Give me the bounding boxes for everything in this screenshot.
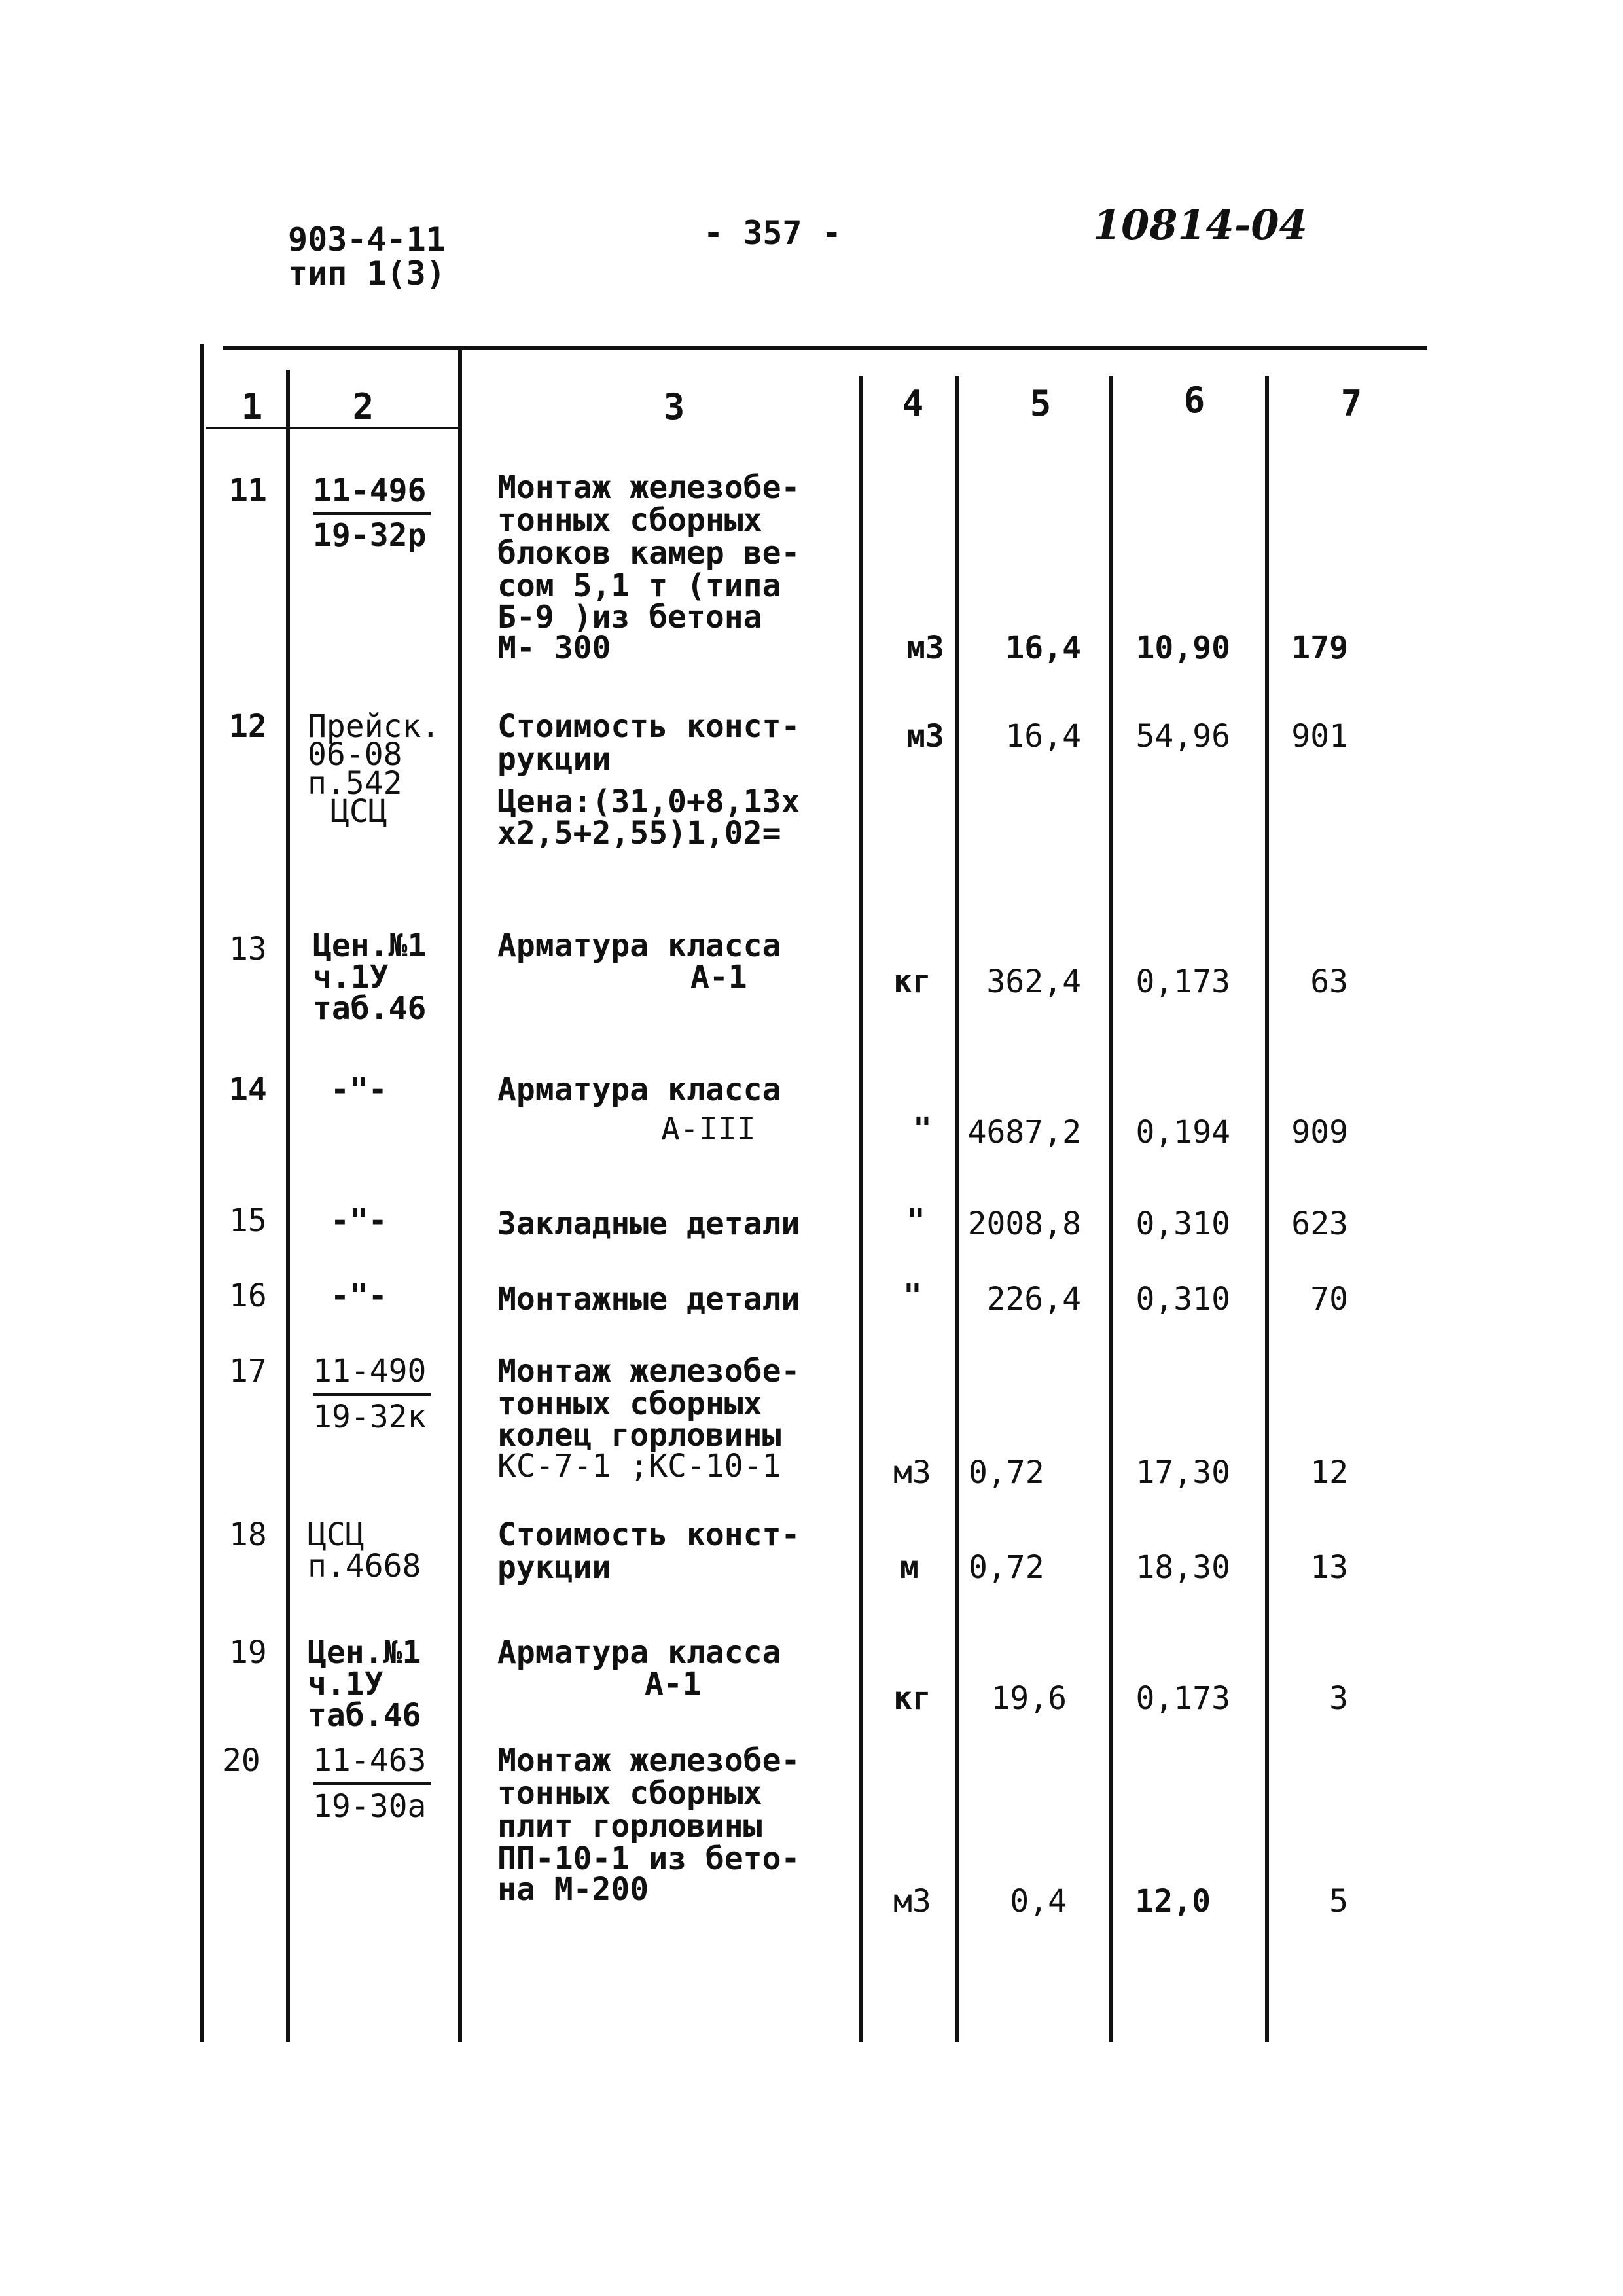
work-description: Арматура класса [497,1071,781,1108]
quantity: 2008,8 [967,1206,1081,1242]
unit: м3 [906,718,944,755]
work-description: Стоимость конст- [497,708,800,745]
total-cost: 179 [1291,630,1348,666]
column-divider-6 [1265,376,1269,2042]
price-formula: х2,5+2,55)1,02= [497,815,781,852]
unit: " [913,1111,932,1147]
unit-price: 0,173 [1135,1680,1230,1717]
quantity: 0,72 [969,1454,1044,1491]
reference-code: ч.1У [313,959,389,996]
reference-code: Цен.№1 [313,927,427,964]
unit: м3 [893,1883,931,1920]
unit-price: 0,310 [1135,1206,1230,1242]
unit: " [906,1202,925,1239]
work-description: КС-7-1 ;КС-10-1 [497,1448,781,1484]
table-left-border [200,344,204,2042]
unit-price: 18,30 [1135,1549,1230,1586]
unit-price: 0,194 [1135,1114,1230,1151]
column-divider-1 [286,370,290,2042]
quantity: 19,6 [991,1680,1067,1717]
total-cost: 623 [1291,1206,1348,1242]
unit-price: 0,310 [1135,1281,1230,1318]
reference-code: п.542 [308,765,402,802]
row-number: 16 [229,1278,267,1314]
work-description: Арматура класса [497,1634,781,1671]
reference-code: таб.46 [313,990,427,1027]
work-description: тонных сборных [497,1386,762,1422]
row-number: 12 [229,708,267,745]
row-number: 15 [229,1202,267,1239]
row-number: 20 [223,1742,260,1779]
quantity: 0,72 [969,1549,1044,1586]
row-number: 18 [229,1516,267,1553]
reference-code: ч.1У [308,1666,383,1702]
price-formula: Цена:(31,0+8,13х [497,783,800,820]
total-cost: 70 [1310,1281,1348,1318]
work-description: Монтаж железобе- [497,1353,800,1390]
work-description: М- 300 [497,630,611,666]
work-description: на М-200 [497,1871,649,1908]
work-description: Монтажные детали [497,1281,800,1318]
work-description: Монтаж железобе- [497,1742,800,1779]
column-divider-3 [859,376,863,2042]
work-description: Закладные детали [497,1206,800,1242]
reference-code: 19-32р [313,517,427,554]
column-divider-2 [458,350,462,2042]
unit-price: 10,90 [1135,630,1230,666]
column-header-1: 1 [241,386,263,427]
total-cost: 13 [1310,1549,1348,1586]
column-header-3: 3 [663,386,685,427]
unit-price: 0,173 [1135,963,1230,1000]
reference-code: Прейск. [308,708,440,745]
column-header-2: 2 [352,386,374,427]
reference-code: п.4668 [308,1548,421,1585]
work-description: Б-9 )из бетона [497,599,762,636]
reference-code: 11-490 [313,1353,427,1390]
work-description: Арматура класса [497,927,781,964]
reference-code: 11-463 [313,1742,427,1779]
row-number: 19 [229,1634,267,1671]
work-description: ПП-10-1 из бето- [497,1840,800,1877]
unit: м3 [906,630,944,666]
row-number: 17 [229,1353,267,1390]
quantity: 226,4 [986,1281,1081,1318]
ditto-mark: -"- [330,1278,387,1314]
document-code: 903-4-11 [288,221,446,259]
column-header-5: 5 [1029,383,1052,424]
row-number: 11 [229,473,267,509]
total-cost: 3 [1329,1680,1348,1717]
quantity: 4687,2 [967,1114,1081,1151]
reference-code: ЦСЦ [308,1516,365,1553]
work-description: А-III [661,1111,756,1147]
column-header-4: 4 [902,383,924,424]
unit: кг [893,963,931,1000]
fraction-line [313,512,431,515]
row-number: 14 [229,1071,267,1108]
unit-price: 17,30 [1135,1454,1230,1491]
work-description: сом 5,1 т (типа [497,567,781,604]
fraction-line [313,1393,431,1396]
unit: кг [893,1680,931,1717]
work-description: рукции [497,1549,611,1586]
work-description: Монтаж железобе- [497,469,800,506]
archive-number: 10814-04 [1093,201,1308,249]
quantity: 362,4 [986,963,1081,1000]
work-description: А-1 [645,1666,702,1702]
work-description: тонных сборных [497,1775,762,1812]
reference-code: 19-32к [313,1399,427,1435]
unit-price: 54,96 [1135,718,1230,755]
reference-code: Цен.№1 [308,1634,421,1671]
fraction-line [313,1782,431,1785]
total-cost: 12 [1310,1454,1348,1491]
work-description: колец горловины [497,1417,781,1454]
total-cost: 63 [1310,963,1348,1000]
reference-code: 11-496 [313,473,427,509]
column-header-7: 7 [1340,383,1363,424]
reference-code: ЦСЦ [330,793,387,830]
quantity: 16,4 [1005,718,1081,755]
unit-price: 12,0 [1135,1883,1211,1920]
work-description: плит горловины [497,1808,762,1844]
total-cost: 5 [1329,1883,1348,1920]
page-number: - 357 - [704,214,842,252]
work-description: рукции [497,741,611,778]
work-description: блоков камер ве- [497,535,800,571]
reference-code: 19-30а [313,1788,427,1825]
column-header-6: 6 [1183,380,1205,421]
work-description: А-1 [690,959,747,996]
ditto-mark: -"- [330,1071,387,1108]
document-type: тип 1(3) [288,255,446,293]
total-cost: 901 [1291,718,1348,755]
unit: м3 [893,1454,931,1491]
total-cost: 909 [1291,1114,1348,1151]
unit: м [900,1549,919,1586]
reference-code: 06-08 [308,736,402,773]
work-description: тонных сборных [497,502,762,539]
quantity: 0,4 [1010,1883,1067,1920]
table-top-rule [223,346,1427,350]
unit: " [903,1278,922,1314]
reference-code: таб.46 [308,1697,421,1734]
quantity: 16,4 [1005,630,1081,666]
ditto-mark: -"- [330,1202,387,1239]
row-number: 13 [229,931,267,967]
work-description: Стоимость конст- [497,1516,800,1553]
